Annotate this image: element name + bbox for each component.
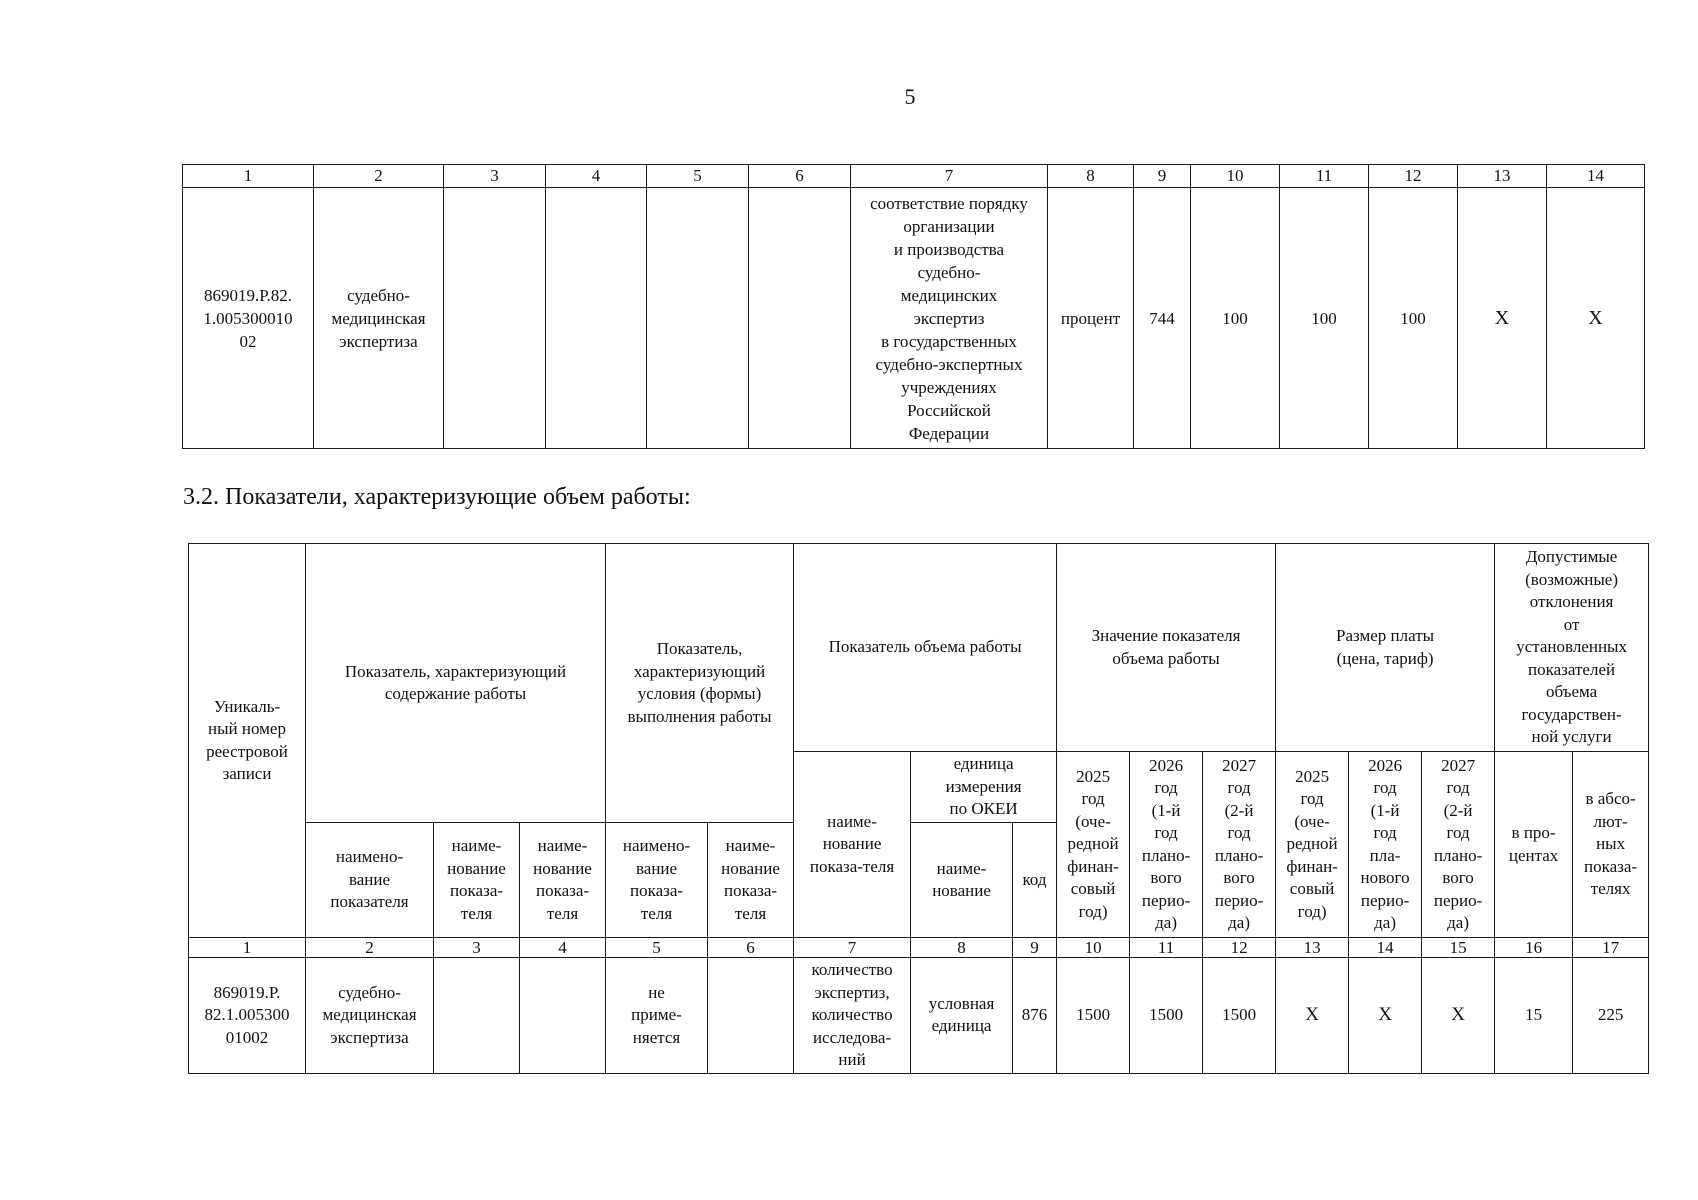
value-2026: 1500 (1130, 958, 1203, 1074)
column-number: 3 (434, 938, 520, 958)
column-number: 13 (1458, 165, 1547, 188)
column-number: 17 (1573, 938, 1649, 958)
empty-cell (546, 188, 647, 449)
column-number: 9 (1013, 938, 1057, 958)
column-number: 2 (314, 165, 444, 188)
indicator-name: количество экспертиз, количество исследова- ний (794, 958, 911, 1074)
volume-value-header: Значение показателя объема работы (1057, 544, 1276, 752)
column-number: 4 (546, 165, 647, 188)
deviation-percent: 15 (1495, 958, 1573, 1074)
column-number: 5 (647, 165, 749, 188)
column-number-row (189, 938, 1649, 958)
registry-number: 869019.Р.82. 1.005300010 02 (183, 188, 314, 449)
deviation-absolute: 225 (1573, 958, 1649, 1074)
unit-name: условная единица (911, 958, 1013, 1074)
content-indicator-3 (520, 958, 606, 1074)
column-number: 8 (911, 938, 1013, 958)
condition-indicator-1: не приме- няется (606, 958, 708, 1074)
value-2027-header: 2027 год (2-й год плано- вого перио- да) (1203, 752, 1276, 938)
fee-2027: X (1422, 958, 1495, 1074)
column-number: 12 (1369, 165, 1458, 188)
column-number: 2 (306, 938, 434, 958)
value-2026-header: 2026 год (1-й год плано- вого перио- да) (1130, 752, 1203, 938)
column-number: 8 (1048, 165, 1134, 188)
column-number: 6 (708, 938, 794, 958)
column-number: 14 (1349, 938, 1422, 958)
header-row (189, 544, 1649, 752)
column-number: 11 (1130, 938, 1203, 958)
value-2025-header: 2025 год (оче- редной финан- совый год) (1057, 752, 1130, 938)
unit-code-header: код (1013, 823, 1057, 938)
column-number: 10 (1057, 938, 1130, 958)
table-row (183, 188, 1645, 449)
conditions-indicator-header: Показатель, характеризующий условия (формы) выполнения работы (606, 544, 794, 823)
condition-indicator-1-header: наимено- вание показа- теля (606, 823, 708, 938)
condition-indicator-2-header: наиме- нование показа- теля (708, 823, 794, 938)
deviation-percent-header: в про- центах (1495, 752, 1573, 938)
registry-number-header: Уникаль- ный номер реестровой записи (189, 544, 306, 938)
content-indicator-3-header: наиме- нование показа- теля (520, 823, 606, 938)
fee-2027-header: 2027 год (2-й год плано- вого перио- да) (1422, 752, 1495, 938)
fee-2026: X (1349, 958, 1422, 1074)
indicator-name-header: наиме- нование показа-теля (794, 752, 911, 938)
page-number: 5 (904, 84, 916, 109)
table-row (189, 958, 1649, 1074)
value-2025: 1500 (1057, 958, 1130, 1074)
column-number: 11 (1280, 165, 1369, 188)
value-2027: 100 (1369, 188, 1458, 449)
deviation-absolute-header: в абсо- лют- ных показа- телях (1573, 752, 1649, 938)
unit-name-header: наиме- нование (911, 823, 1013, 938)
empty-cell (647, 188, 749, 449)
column-number-row (183, 165, 1645, 188)
content-indicator-2-header: наиме- нование показа- теля (434, 823, 520, 938)
unit-code: 744 (1134, 188, 1191, 449)
column-number: 7 (851, 165, 1048, 188)
column-number: 9 (1134, 165, 1191, 188)
content-indicator-1: судебно- медицинская экспертиза (306, 958, 434, 1074)
registry-number: 869019.Р. 82.1.005300 01002 (189, 958, 306, 1074)
fee-2026-header: 2026 год (1-й год пла- нового перио- да) (1349, 752, 1422, 938)
column-number: 15 (1422, 938, 1495, 958)
column-number: 12 (1203, 938, 1276, 958)
column-number: 13 (1276, 938, 1349, 958)
deviation-percent: X (1458, 188, 1547, 449)
empty-cell (749, 188, 851, 449)
column-number: 1 (183, 165, 314, 188)
condition-indicator-2 (708, 958, 794, 1074)
column-number: 4 (520, 938, 606, 958)
volume-indicator-header: Показатель объема работы (794, 544, 1057, 752)
column-number: 16 (1495, 938, 1573, 958)
unit-name: процент (1048, 188, 1134, 449)
indicator-name: соответствие порядку организации и производства судебно- медицинских экспертиз в государственных судебно-экспертных учреждениях Российской Федерации (851, 188, 1048, 449)
content-indicator-header: Показатель, характеризующий содержание работы (306, 544, 606, 823)
value-2027: 1500 (1203, 958, 1276, 1074)
fee-2025: X (1276, 958, 1349, 1074)
deviation-absolute: X (1547, 188, 1645, 449)
column-number: 7 (794, 938, 911, 958)
section-title: 3.2. Показатели, характеризующие объем работы: (183, 484, 691, 510)
unit-code: 876 (1013, 958, 1057, 1074)
column-number: 14 (1547, 165, 1645, 188)
deviation-header: Допустимые (возможные) отклонения от установленных показателей объема государствен- ной услуги (1495, 544, 1649, 752)
column-number: 3 (444, 165, 546, 188)
fee-header: Размер платы (цена, тариф) (1276, 544, 1495, 752)
column-number: 10 (1191, 165, 1280, 188)
content-indicator-1-header: наимено- вание показателя (306, 823, 434, 938)
column-number: 6 (749, 165, 851, 188)
column-number: 1 (189, 938, 306, 958)
content-indicator-2 (434, 958, 520, 1074)
value-2025: 100 (1191, 188, 1280, 449)
work-content: судебно- медицинская экспертиза (314, 188, 444, 449)
quality-indicators-table-continued (182, 164, 1645, 449)
empty-cell (444, 188, 546, 449)
column-number: 5 (606, 938, 708, 958)
volume-indicators-table (188, 543, 1649, 1074)
fee-2025-header: 2025 год (оче- редной финан- совый год) (1276, 752, 1349, 938)
value-2026: 100 (1280, 188, 1369, 449)
unit-okei-header: единица измерения по ОКЕИ (911, 752, 1057, 823)
